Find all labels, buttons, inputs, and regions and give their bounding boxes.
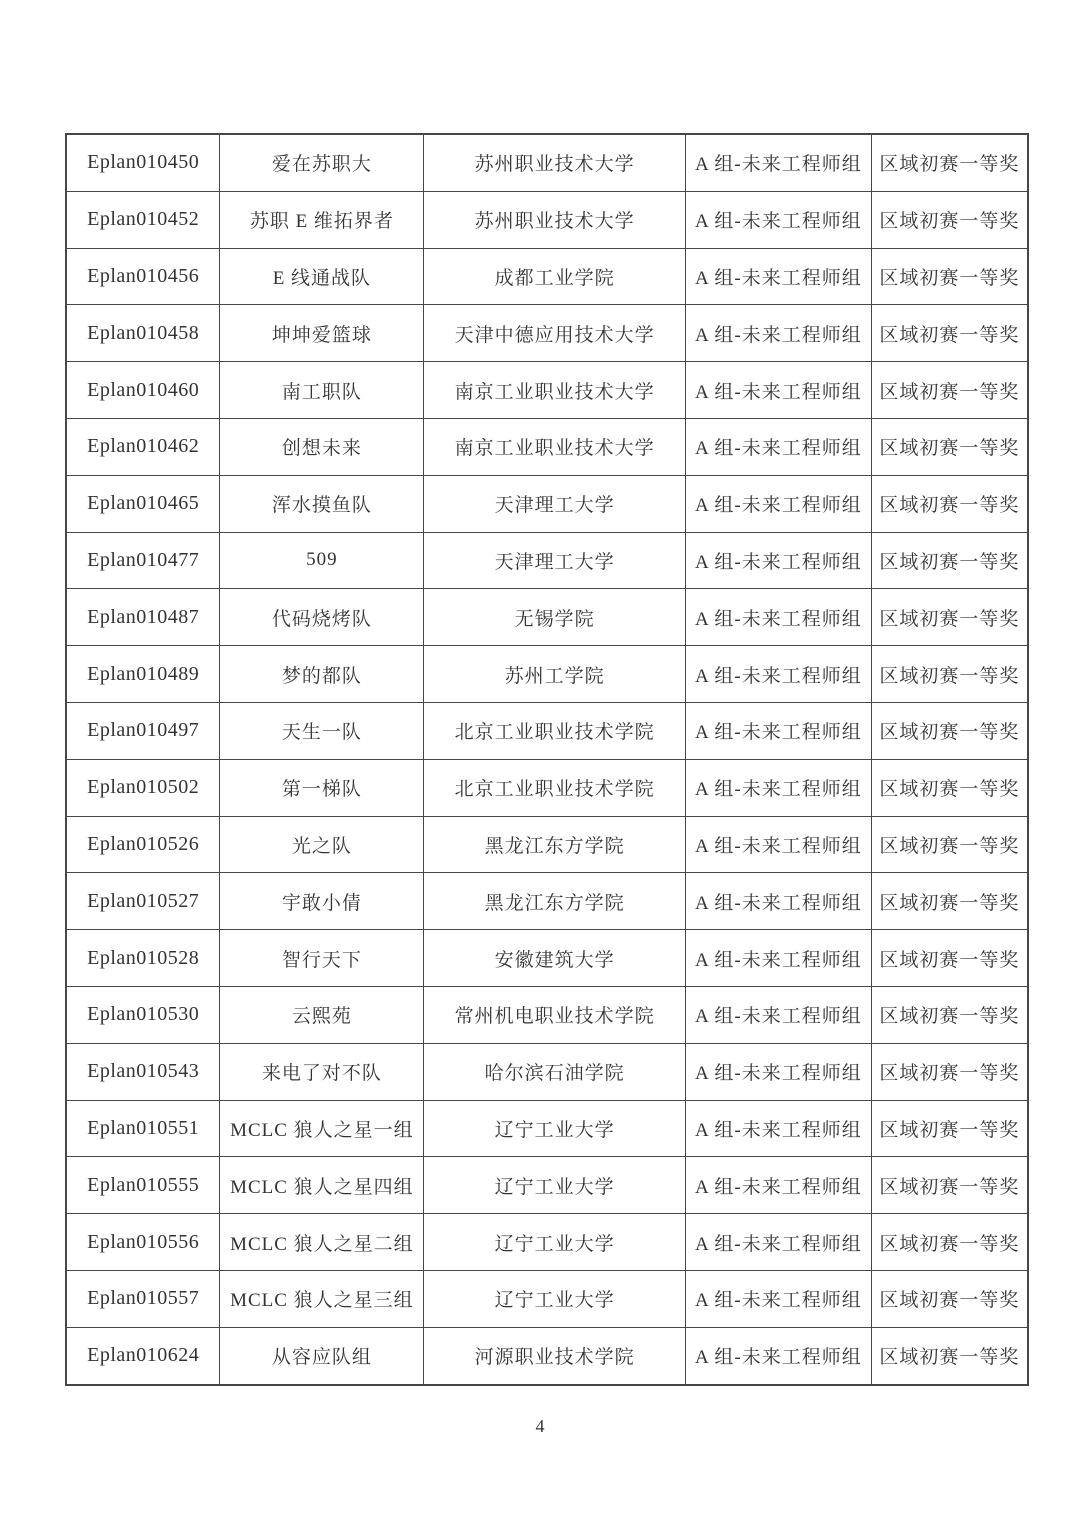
- cell-school: 无锡学院: [424, 589, 686, 646]
- cell-group: A 组-未来工程师组: [686, 362, 872, 419]
- cell-team: 第一梯队: [220, 759, 424, 816]
- table-row: [66, 1100, 1028, 1157]
- cell-award: 区域初赛一等奖: [871, 589, 1028, 646]
- cell-award: 区域初赛一等奖: [871, 1157, 1028, 1214]
- table-row: [66, 1270, 1028, 1327]
- cell-id: Eplan010458: [66, 305, 220, 362]
- cell-id: Eplan010526: [66, 816, 220, 873]
- cell-group: A 组-未来工程师组: [686, 191, 872, 248]
- table-body: [66, 134, 1028, 1385]
- cell-school: 天津理工大学: [424, 475, 686, 532]
- table-row: [66, 248, 1028, 305]
- cell-id: Eplan010456: [66, 248, 220, 305]
- cell-school: 辽宁工业大学: [424, 1157, 686, 1214]
- cell-group: A 组-未来工程师组: [686, 418, 872, 475]
- cell-award: 区域初赛一等奖: [871, 1100, 1028, 1157]
- cell-id: Eplan010489: [66, 646, 220, 703]
- cell-id: Eplan010557: [66, 1270, 220, 1327]
- table-row: [66, 816, 1028, 873]
- cell-school: 南京工业职业技术大学: [424, 362, 686, 419]
- cell-id: Eplan010460: [66, 362, 220, 419]
- table-row: [66, 646, 1028, 703]
- cell-group: A 组-未来工程师组: [686, 759, 872, 816]
- cell-award: 区域初赛一等奖: [871, 418, 1028, 475]
- cell-team: 爱在苏职大: [220, 134, 424, 191]
- cell-team: 浑水摸鱼队: [220, 475, 424, 532]
- cell-group: A 组-未来工程师组: [686, 816, 872, 873]
- table-row: [66, 475, 1028, 532]
- cell-team: E 线通战队: [220, 248, 424, 305]
- cell-id: Eplan010502: [66, 759, 220, 816]
- cell-school: 南京工业职业技术大学: [424, 418, 686, 475]
- table-row: [66, 1157, 1028, 1214]
- cell-school: 苏州职业技术大学: [424, 191, 686, 248]
- cell-team: 代码烧烤队: [220, 589, 424, 646]
- cell-school: 河源职业技术学院: [424, 1327, 686, 1384]
- cell-id: Eplan010527: [66, 873, 220, 930]
- cell-award: 区域初赛一等奖: [871, 248, 1028, 305]
- cell-group: A 组-未来工程师组: [686, 1270, 872, 1327]
- cell-group: A 组-未来工程师组: [686, 1214, 872, 1271]
- cell-award: 区域初赛一等奖: [871, 1270, 1028, 1327]
- cell-group: A 组-未来工程师组: [686, 589, 872, 646]
- cell-award: 区域初赛一等奖: [871, 702, 1028, 759]
- page-number: 4: [535, 1416, 545, 1436]
- cell-school: 黑龙江东方学院: [424, 816, 686, 873]
- cell-school: 常州机电职业技术学院: [424, 986, 686, 1043]
- cell-award: 区域初赛一等奖: [871, 191, 1028, 248]
- cell-school: 辽宁工业大学: [424, 1214, 686, 1271]
- table-row: [66, 589, 1028, 646]
- table-row: [66, 418, 1028, 475]
- cell-id: Eplan010497: [66, 702, 220, 759]
- cell-team: MCLC 狼人之星一组: [220, 1100, 424, 1157]
- cell-team: 宇敢小倩: [220, 873, 424, 930]
- cell-award: 区域初赛一等奖: [871, 475, 1028, 532]
- table-row: [66, 986, 1028, 1043]
- cell-id: Eplan010477: [66, 532, 220, 589]
- cell-school: 天津理工大学: [424, 532, 686, 589]
- cell-id: Eplan010487: [66, 589, 220, 646]
- cell-award: 区域初赛一等奖: [871, 134, 1028, 191]
- cell-team: 坤坤爱篮球: [220, 305, 424, 362]
- cell-group: A 组-未来工程师组: [686, 1043, 872, 1100]
- table-row: [66, 532, 1028, 589]
- cell-school: 哈尔滨石油学院: [424, 1043, 686, 1100]
- cell-group: A 组-未来工程师组: [686, 475, 872, 532]
- cell-group: A 组-未来工程师组: [686, 986, 872, 1043]
- table-row: [66, 930, 1028, 987]
- cell-team: 创想未来: [220, 418, 424, 475]
- cell-school: 成都工业学院: [424, 248, 686, 305]
- table-row: [66, 702, 1028, 759]
- cell-award: 区域初赛一等奖: [871, 759, 1028, 816]
- cell-team: 天生一队: [220, 702, 424, 759]
- cell-group: A 组-未来工程师组: [686, 930, 872, 987]
- cell-team: 来电了对不队: [220, 1043, 424, 1100]
- table-row: [66, 759, 1028, 816]
- cell-school: 安徽建筑大学: [424, 930, 686, 987]
- cell-award: 区域初赛一等奖: [871, 930, 1028, 987]
- cell-id: Eplan010555: [66, 1157, 220, 1214]
- cell-school: 北京工业职业技术学院: [424, 702, 686, 759]
- cell-team: 509: [220, 532, 424, 589]
- cell-group: A 组-未来工程师组: [686, 134, 872, 191]
- cell-award: 区域初赛一等奖: [871, 532, 1028, 589]
- cell-id: Eplan010556: [66, 1214, 220, 1271]
- cell-group: A 组-未来工程师组: [686, 646, 872, 703]
- cell-award: 区域初赛一等奖: [871, 816, 1028, 873]
- cell-id: Eplan010624: [66, 1327, 220, 1384]
- cell-school: 辽宁工业大学: [424, 1270, 686, 1327]
- cell-team: MCLC 狼人之星三组: [220, 1270, 424, 1327]
- table-row: [66, 362, 1028, 419]
- table-row: [66, 1043, 1028, 1100]
- cell-school: 黑龙江东方学院: [424, 873, 686, 930]
- cell-school: 苏州职业技术大学: [424, 134, 686, 191]
- cell-award: 区域初赛一等奖: [871, 1327, 1028, 1384]
- cell-award: 区域初赛一等奖: [871, 305, 1028, 362]
- cell-award: 区域初赛一等奖: [871, 362, 1028, 419]
- award-table: [65, 133, 1029, 1386]
- cell-id: Eplan010543: [66, 1043, 220, 1100]
- table-row: [66, 873, 1028, 930]
- cell-school: 北京工业职业技术学院: [424, 759, 686, 816]
- cell-team: 云熙苑: [220, 986, 424, 1043]
- cell-id: Eplan010450: [66, 134, 220, 191]
- cell-group: A 组-未来工程师组: [686, 1157, 872, 1214]
- cell-group: A 组-未来工程师组: [686, 1100, 872, 1157]
- cell-award: 区域初赛一等奖: [871, 986, 1028, 1043]
- cell-team: MCLC 狼人之星二组: [220, 1214, 424, 1271]
- cell-team: 从容应队组: [220, 1327, 424, 1384]
- cell-id: Eplan010528: [66, 930, 220, 987]
- table-row: [66, 1327, 1028, 1384]
- table-row: [66, 305, 1028, 362]
- cell-group: A 组-未来工程师组: [686, 873, 872, 930]
- cell-id: Eplan010452: [66, 191, 220, 248]
- cell-id: Eplan010551: [66, 1100, 220, 1157]
- table-row: [66, 134, 1028, 191]
- cell-id: Eplan010462: [66, 418, 220, 475]
- cell-award: 区域初赛一等奖: [871, 1214, 1028, 1271]
- cell-award: 区域初赛一等奖: [871, 1043, 1028, 1100]
- cell-award: 区域初赛一等奖: [871, 646, 1028, 703]
- cell-team: 梦的都队: [220, 646, 424, 703]
- cell-team: MCLC 狼人之星四组: [220, 1157, 424, 1214]
- cell-team: 南工职队: [220, 362, 424, 419]
- cell-group: A 组-未来工程师组: [686, 248, 872, 305]
- cell-id: Eplan010530: [66, 986, 220, 1043]
- cell-award: 区域初赛一等奖: [871, 873, 1028, 930]
- cell-group: A 组-未来工程师组: [686, 532, 872, 589]
- cell-team: 智行天下: [220, 930, 424, 987]
- cell-group: A 组-未来工程师组: [686, 1327, 872, 1384]
- cell-group: A 组-未来工程师组: [686, 702, 872, 759]
- table-row: [66, 1214, 1028, 1271]
- cell-school: 天津中德应用技术大学: [424, 305, 686, 362]
- cell-team: 苏职 E 维拓界者: [220, 191, 424, 248]
- cell-school: 辽宁工业大学: [424, 1100, 686, 1157]
- cell-id: Eplan010465: [66, 475, 220, 532]
- cell-team: 光之队: [220, 816, 424, 873]
- cell-group: A 组-未来工程师组: [686, 305, 872, 362]
- cell-school: 苏州工学院: [424, 646, 686, 703]
- table-row: [66, 191, 1028, 248]
